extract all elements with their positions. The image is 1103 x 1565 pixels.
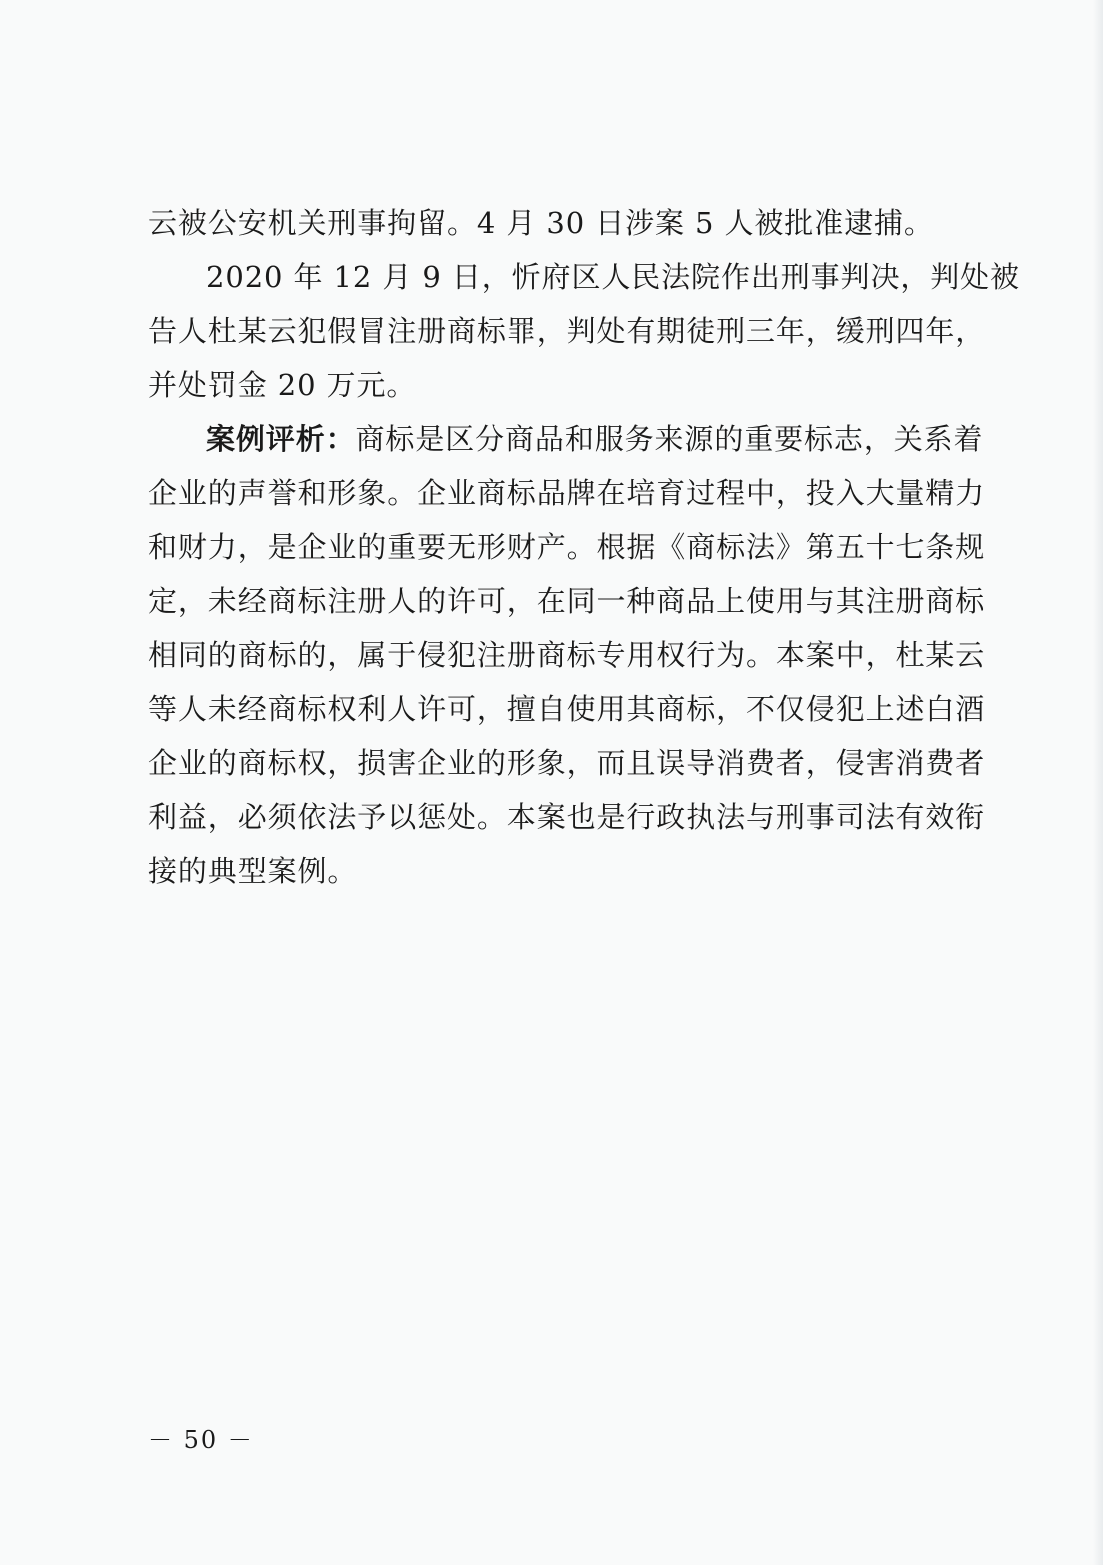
scan-edge: [1093, 0, 1103, 1565]
paragraph-3-line-6: 等人未经商标权利人许可，擅自使用其商标，不仅侵犯上述白酒: [148, 692, 986, 726]
case-analysis-heading: 案例评析：: [206, 422, 356, 456]
paragraph-3-line-7: 企业的商标权，损害企业的形象，而且误导消费者，侵害消费者: [148, 746, 986, 780]
paragraph-3-line-1-text: 商标是区分商品和服务来源的重要标志，关系着: [355, 422, 984, 456]
document-body: [148, 196, 1020, 898]
paragraph-3-line-8: 利益，必须依法予以惩处。本案也是行政执法与刑事司法有效衔: [148, 800, 986, 834]
paragraph-2-line-3: 并处罚金 20 万元。: [148, 368, 417, 402]
paragraph-2-line-2: 告人杜某云犯假冒注册商标罪，判处有期徒刑三年，缓刑四年，: [148, 314, 986, 348]
paragraph-3-line-4: 定，未经商标注册人的许可，在同一种商品上使用与其注册商标: [148, 584, 986, 618]
paragraph-3-line-2: 企业的声誉和形象。企业商标品牌在培育过程中，投入大量精力: [148, 476, 986, 510]
paragraph-2-line-1: 2020 年 12 月 9 日，忻府区人民法院作出刑事判决，判处被: [206, 260, 1020, 294]
paragraph-3-line-3: 和财力，是企业的重要无形财产。根据《商标法》第五十七条规: [148, 530, 986, 564]
page-number: － 50 －: [148, 1426, 254, 1454]
paragraph-3-line-5: 相同的商标的，属于侵犯注册商标专用权行为。本案中，杜某云: [148, 638, 986, 672]
paragraph-3-line-9: 接的典型案例。: [148, 854, 358, 888]
paragraph-1-line-1: 云被公安机关刑事拘留。4 月 30 日涉案 5 人被批准逮捕。: [148, 206, 934, 240]
paragraph-3-line-1: [148, 412, 984, 466]
